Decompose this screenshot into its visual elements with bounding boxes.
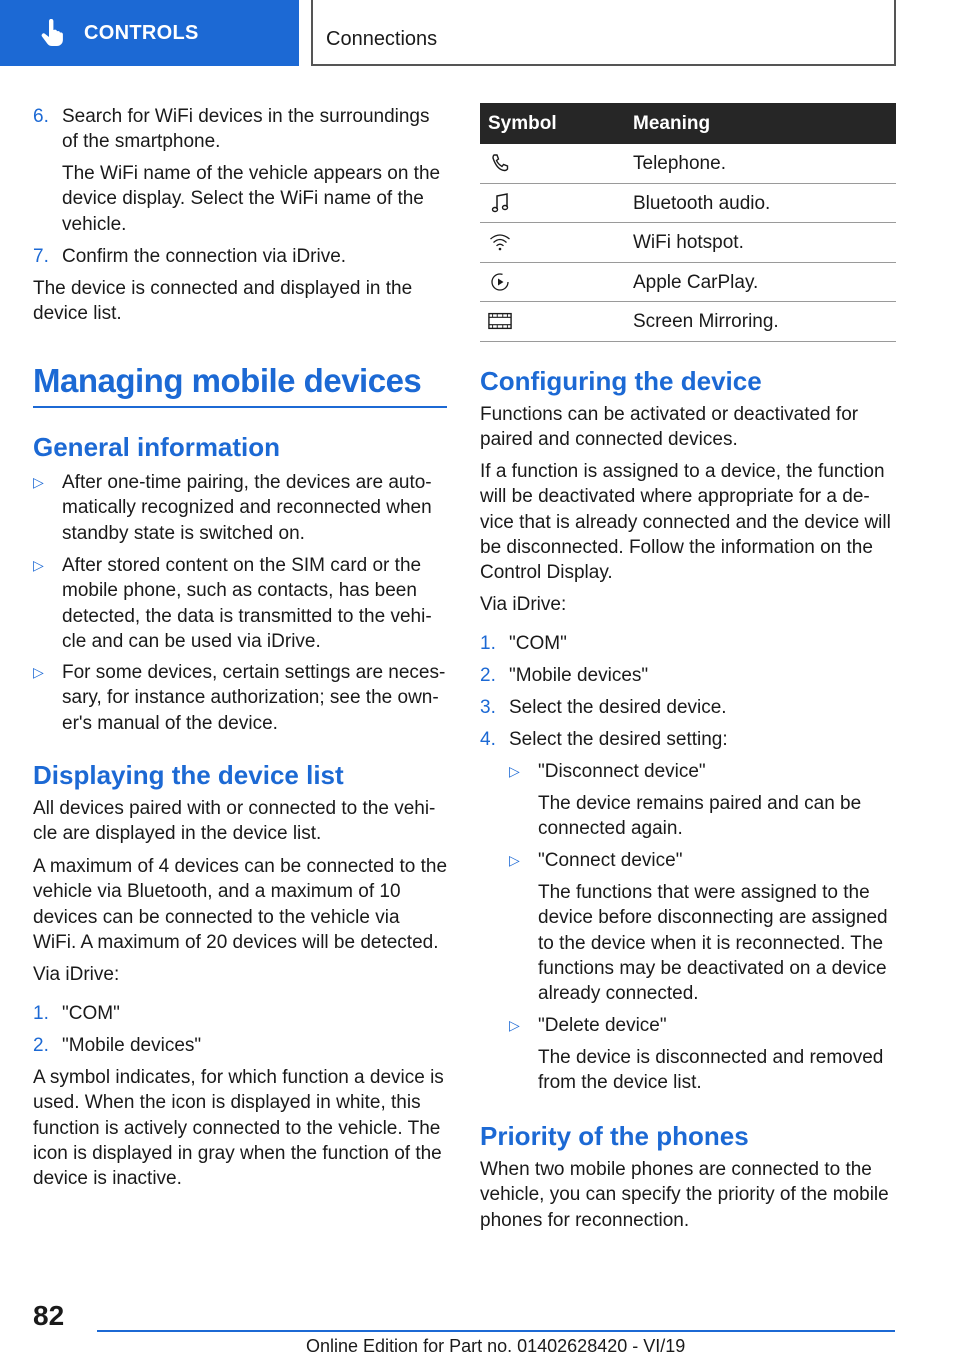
meaning-text: Apple CarPlay. <box>633 271 759 293</box>
step-number: 1. <box>33 1003 49 1024</box>
bullet-triangle-icon: ▷ <box>33 664 44 680</box>
table-row <box>480 302 896 342</box>
step-number: 6. <box>33 106 49 127</box>
bullet-text: For some devices, certain settings are neces‐ sary, for instance authorization; see the own‐ er's manual of the device. <box>62 662 446 734</box>
setting-label: "Delete device" <box>538 1015 667 1036</box>
step-number: 2. <box>33 1035 49 1056</box>
step-text: "Mobile devices" <box>509 665 649 686</box>
step-text: "COM" <box>509 633 567 654</box>
meaning-text: WiFi hotspot. <box>633 232 744 253</box>
setting-description: The device is disconnected and removed from the device list. <box>538 1047 884 1094</box>
step-text: "COM" <box>62 1003 120 1024</box>
hand-pointer-icon <box>38 18 68 48</box>
screen-mirroring-icon <box>488 310 512 332</box>
section-heading: Priority of the phones <box>480 1121 749 1151</box>
column-header-meaning: Meaning <box>633 113 711 134</box>
paragraph: If a function is assigned to a device, the function will be deactivated where appropriate for a de‐ vice that is already connected and the device will be disconnected. Follow the information on the Control Display. <box>480 461 891 584</box>
paragraph: Via iDrive: <box>480 594 567 615</box>
bullet-triangle-icon: ▷ <box>509 852 520 868</box>
paragraph: All devices paired with or connected to the vehi‐ cle are displayed in the device list. <box>33 798 436 845</box>
bullet-text: After one-time pairing, the devices are auto‐ matically recognized and reconnected when standby state is switched on. <box>62 472 432 544</box>
wifi-icon <box>488 231 512 253</box>
step-text: Select the desired setting: <box>509 729 728 750</box>
page-heading: Managing mobile devices <box>33 362 422 399</box>
meaning-text: Bluetooth audio. <box>633 192 771 214</box>
section-heading: Configuring the device <box>480 366 762 396</box>
setting-label: "Disconnect device" <box>538 761 706 782</box>
footer-rule <box>97 1330 895 1332</box>
chapter-title: CONTROLS <box>84 21 199 44</box>
paragraph: A maximum of 4 devices can be connected to the vehicle via Bluetooth, and a maximum of 10 devices can be connected to the vehicle via WiFi. A maximum of 20 devices will be detected. <box>33 856 448 953</box>
step-number: 1. <box>480 633 496 654</box>
bullet-triangle-icon: ▷ <box>509 1017 520 1033</box>
step-text: Search for WiFi devices in the surroundings of the smartphone. <box>62 106 430 153</box>
meaning-text: Telephone. <box>633 153 726 174</box>
chapter-tab[interactable] <box>0 0 299 66</box>
telephone-icon <box>488 152 512 174</box>
bullet-triangle-icon: ▷ <box>33 557 44 573</box>
step-number: 3. <box>480 697 496 718</box>
paragraph: Via iDrive: <box>33 964 120 985</box>
setting-description: The device remains paired and can be connected again. <box>538 793 862 840</box>
paragraph: A symbol indicates, for which function a device is used. When the icon is displayed in white, this function is actively connected to the vehicle. The icon is displayed in gray when the function of the device is inactive. <box>33 1067 444 1190</box>
table-row <box>480 263 896 303</box>
music-note-icon <box>488 192 512 214</box>
edition-text: Online Edition for Part no. 01402628420 - VI/19 <box>306 1336 686 1356</box>
page-number: 82 <box>33 1300 65 1331</box>
section-title: Connections <box>326 28 438 50</box>
setting-description: The functions that were assigned to the device before disconnecting are assigned to the device when it is reconnected. The functions may be deactivated on a device already connected. <box>538 882 888 1005</box>
step-text: Select the desired device. <box>509 697 727 718</box>
bullet-triangle-icon: ▷ <box>33 474 44 490</box>
bullet-triangle-icon: ▷ <box>509 763 520 779</box>
bullet-text: After stored content on the SIM card or the mobile phone, such as contacts, has been detected, the data is transmitted to the vehi‐ cle and can be used via iDrive. <box>62 555 432 652</box>
paragraph: The device is connected and displayed in the device list. <box>33 278 413 325</box>
section-heading: Displaying the device list <box>33 760 344 790</box>
step-number: 2. <box>480 665 496 686</box>
table-row <box>480 144 896 184</box>
table-row <box>480 223 896 263</box>
step-number: 4. <box>480 729 496 750</box>
meaning-text: Screen Mirroring. <box>633 311 779 332</box>
paragraph: Functions can be activated or deactivated for paired and connected devices. <box>480 404 859 451</box>
step-text: "Mobile devices" <box>62 1035 202 1056</box>
paragraph: When two mobile phones are connected to the vehicle, you can specify the priority of the mobile phones for reconnection. <box>480 1159 889 1231</box>
step-text: Confirm the connection via iDrive. <box>62 246 347 267</box>
carplay-play-icon <box>488 271 512 293</box>
symbol-table <box>480 103 896 342</box>
column-header-symbol: Symbol <box>488 113 557 134</box>
step-note: The WiFi name of the vehicle appears on the device display. Select the WiFi name of the vehicle. <box>62 163 441 235</box>
step-number: 7. <box>33 246 49 267</box>
section-heading: General information <box>33 432 281 462</box>
setting-label: "Connect device" <box>538 850 683 871</box>
table-header <box>480 103 896 144</box>
table-row <box>480 184 896 224</box>
heading-rule <box>33 406 447 408</box>
